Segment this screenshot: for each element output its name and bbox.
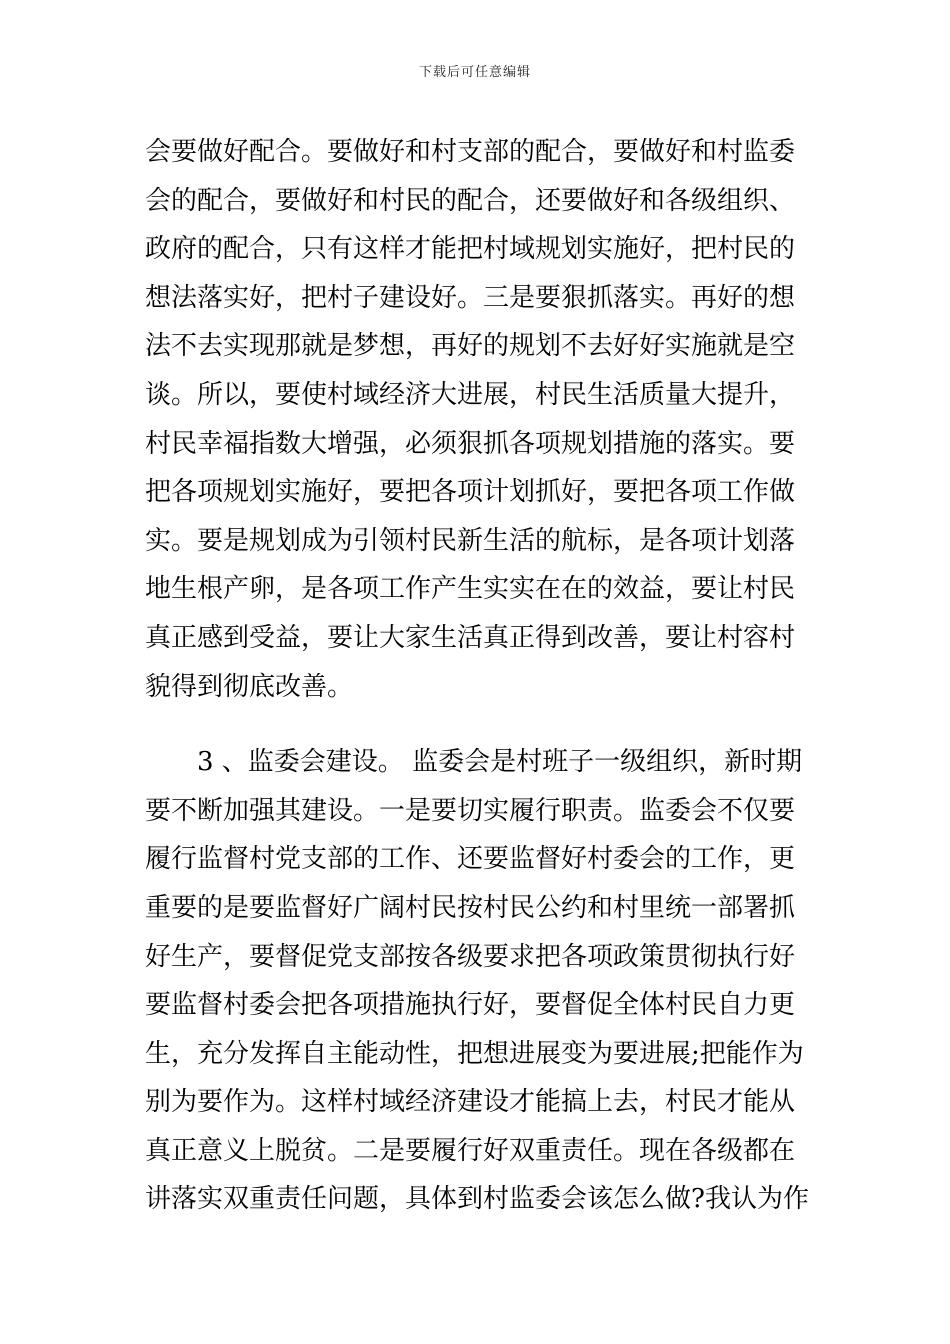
text-line: 讲落实双重责任问题，具体到村监委会该怎么做?我认为作 bbox=[145, 1184, 809, 1215]
paragraph-gap bbox=[145, 711, 815, 738]
text-line: 地生根产卵，是各项工作产生实实在在的效益，要让村民 bbox=[145, 574, 796, 605]
text-line: 会要做好配合。要做好和村支部的配合，要做好和村监委 bbox=[145, 137, 796, 167]
text-line: 生，充分发挥自主能动性，把想进展变为要进展;把能作为 bbox=[145, 1038, 804, 1069]
text-line: 真正意义上脱贫。二是要履行好双重责任。现在各级都在 bbox=[145, 1135, 796, 1166]
text-line: 想法落实好，把村子建设好。三是要狠抓落实。再好的想 bbox=[145, 282, 796, 313]
text-line-paragraph-start: 3 、监委会建设。 监委会是村班子一级组织，新时期 bbox=[197, 747, 803, 778]
text-line: 别为要作为。这样村域经济建设才能搞上去，村民才能从 bbox=[145, 1087, 796, 1118]
text-line: 真正感到受益，要让大家生活真正得到改善，要让村容村 bbox=[145, 622, 796, 653]
text-line: 村民幸福指数大增强，必须狠抓各项规划措施的落实。要 bbox=[145, 428, 796, 459]
text-line: 貌得到彻底改善。 bbox=[145, 671, 354, 702]
text-line: 会的配合，要做好和村民的配合，还要做好和各级组织、 bbox=[145, 185, 796, 216]
text-line: 实。要是规划成为引领村民新生活的航标，是各项计划落 bbox=[145, 525, 796, 556]
text-line: 谈。所以，要使村域经济大进展，村民生活质量大提升， bbox=[145, 379, 796, 410]
text-line: 要不断加强其建设。一是要切实履行职责。监委会不仅要 bbox=[145, 795, 796, 826]
text-line: 重要的是要监督好广阔村民按村民公约和村里统一部署抓 bbox=[145, 892, 796, 923]
page-header-note: 下载后可任意编辑 bbox=[418, 65, 531, 80]
text-line: 履行监督村党支部的工作、还要监督好村委会的工作，更 bbox=[145, 844, 796, 875]
text-line: 把各项规划实施好，要把各项计划抓好，要把各项工作做 bbox=[145, 477, 796, 508]
text-line: 好生产，要督促党支部按各级要求把各项政策贯彻执行好 bbox=[145, 941, 796, 972]
text-line: 法不去实现那就是梦想，再好的规划不去好好实施就是空 bbox=[145, 331, 796, 362]
text-line: 要监督村委会把各项措施执行好，要督促全体村民自力更 bbox=[145, 990, 796, 1021]
text-line: 政府的配合，只有这样才能把村域规划实施好，把村民的 bbox=[145, 234, 796, 265]
document-body bbox=[145, 128, 815, 1224]
